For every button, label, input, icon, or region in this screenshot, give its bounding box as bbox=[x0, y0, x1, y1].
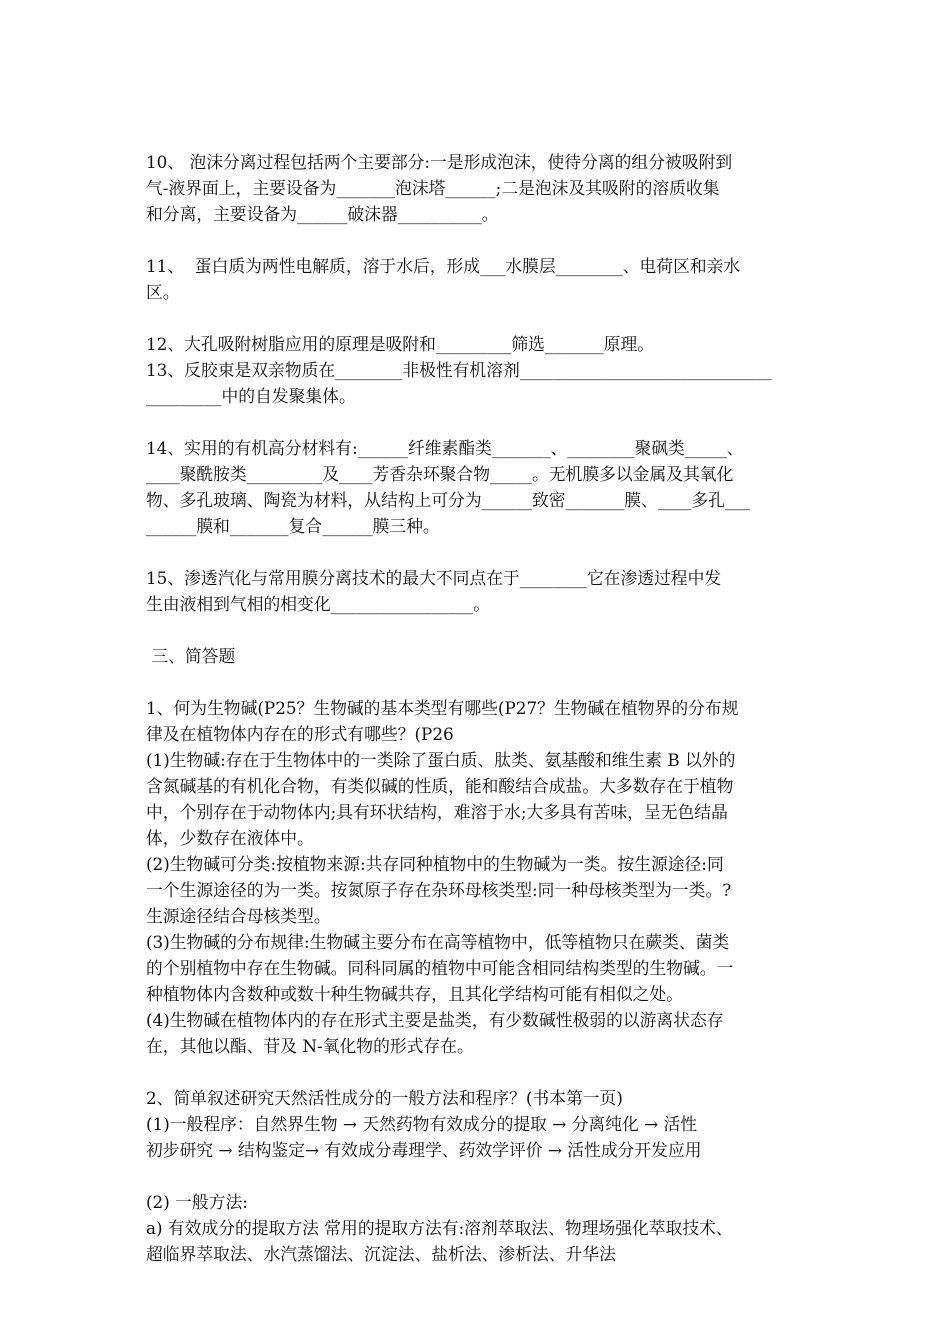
sa1-answer-1-line-2: 含氮碱基的有机化合物，有类似碱的性质，能和酸结合成盐。大多数存在于植物 bbox=[146, 776, 734, 796]
q11-line-2: 区。 bbox=[146, 282, 180, 302]
sa2-methods-a-line-1: a) 有效成分的提取方法 常用的提取方法有:溶剂萃取法、物理场强化萃取技术、 bbox=[146, 1218, 733, 1238]
q13-line-2: _________中的自发聚集体。 bbox=[146, 386, 356, 406]
sa1-answer-3-line-1: (3)生物碱的分布规律:生物碱主要分布在高等植物中，低等植物只在蕨类、菌类 bbox=[146, 932, 730, 952]
sa2-methods-a-line-2: 超临界萃取法、水汽蒸馏法、沉淀法、盐析法、渗析法、升华法 bbox=[146, 1244, 616, 1264]
q10-line-1: 10、 泡沫分离过程包括两个主要部分:一是形成泡沫，使待分离的组分被吸附到 bbox=[146, 152, 733, 172]
q15-line-1: 15、渗透汽化与常用膜分离技术的最大不同点在于________它在渗透过程中发 bbox=[146, 568, 722, 588]
q13-line-1: 13、反胶束是双亲物质在________非极性有机溶剂______________________________ bbox=[146, 360, 772, 380]
q11-line-1: 11、 蛋白质为两性电解质，溶于水后，形成___水膜层________、电荷区和亲水 bbox=[146, 256, 741, 276]
q14-line-2: ____聚酰胺类_________及____芳香杂环聚合物_____。无机膜多以金属及其氧化 bbox=[146, 464, 734, 484]
sa1-answer-1-line-4: 体，少数存在液体中。 bbox=[146, 828, 314, 848]
sa1-answer-2-line-2: 一个生源途径的为一类。按氮原子存在杂环母核类型:同一种母核类型为一类。? bbox=[146, 880, 732, 900]
sa1-answer-3-line-3: 种植物体内含数种或数十种生物碱共存，且其化学结构可能有相似之处。 bbox=[146, 984, 684, 1004]
sa1-answer-4-line-2: 在，其他以酯、苷及 N-氧化物的形式存在。 bbox=[146, 1036, 474, 1056]
sa1-answer-1-line-1: (1)生物碱:存在于生物体中的一类除了蛋白质、肽类、氨基酸和维生素 B 以外的 bbox=[146, 750, 736, 770]
q14-line-4: ______膜和_______复合______膜三种。 bbox=[146, 516, 440, 536]
q15-line-2: 生由液相到气相的相变化_________________。 bbox=[146, 594, 491, 614]
document-page bbox=[146, 149, 821, 1267]
q10-line-3: 和分离，主要设备为______破沫器__________。 bbox=[146, 204, 499, 224]
sa2-procedure-line-2: 初步研究 → 结构鉴定→ 有效成分毒理学、药效学评价 → 活性成分开发应用 bbox=[146, 1140, 702, 1160]
q14-line-3: 物、多孔玻璃、陶瓷为材料，从结构上可分为______致密_______膜、____多孔___ bbox=[146, 490, 751, 510]
sa1-answer-2-line-1: (2)生物碱可分类:按植物来源:共存同种植物中的生物碱为一类。按生源途径:同 bbox=[146, 854, 724, 874]
sa1-answer-4-line-1: (4)生物碱在植物体内的存在形式主要是盐类，有少数碱性极弱的以游离状态存 bbox=[146, 1010, 724, 1030]
sa2-procedure-line-1: (1)一般程序：自然界生物 → 天然药物有效成分的提取 → 分离纯化 → 活性 bbox=[146, 1114, 698, 1134]
sa2-question: 2、简单叙述研究天然活性成分的一般方法和程序？(书本第一页) bbox=[146, 1088, 623, 1108]
q10-line-2: 气-液界面上，主要设备为_______泡沫塔______;二是泡沫及其吸附的溶质收集 bbox=[146, 178, 720, 198]
sa1-answer-2-line-3: 生源途径结合母核类型。 bbox=[146, 906, 331, 926]
sa1-question-line-1: 1、何为生物碱(P25？生物碱的基本类型有哪些(P27？生物碱在植物界的分布规 bbox=[146, 698, 739, 718]
sa1-answer-3-line-2: 的个别植物中存在生物碱。同科同属的植物中可能含相同结构类型的生物碱。一 bbox=[146, 958, 734, 978]
section-heading: 三、简答题 bbox=[146, 646, 236, 666]
sa1-answer-1-line-3: 中，个别存在于动物体内;具有环状结构，难溶于水;大多具有苦味，呈无色结晶 bbox=[146, 802, 728, 822]
q12-line-1: 12、大孔吸附树脂应用的原理是吸附和_________筛选_______原理。 bbox=[146, 334, 655, 354]
q14-line-1: 14、实用的有机高分材料有:______纤维素酯类_______、________聚砜类_____、 bbox=[146, 438, 744, 458]
sa2-methods-heading: (2) 一般方法: bbox=[146, 1192, 248, 1212]
sa1-question-line-2: 律及在植物体内存在的形式有哪些？(P26 bbox=[146, 724, 454, 744]
